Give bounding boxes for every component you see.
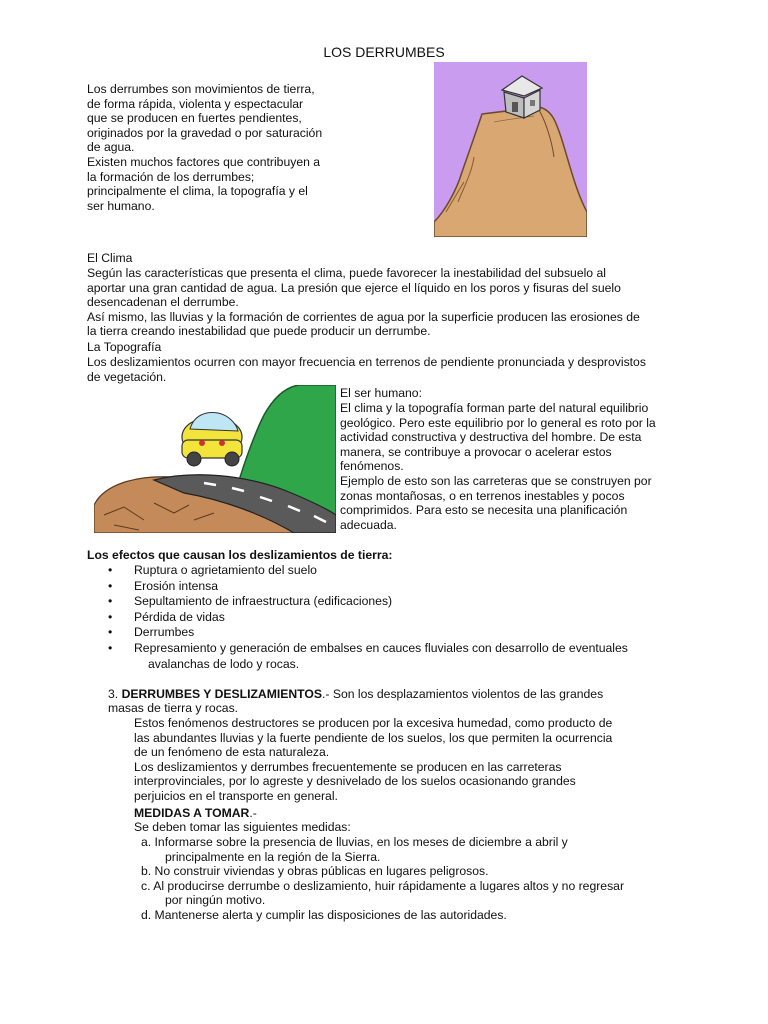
list-item: • Sepultamiento de infraestructura (edificaciones) [108,594,668,610]
list-item: • Represamiento y generación de embalses en cauces fluviales con desarrollo de eventuales avalanchas de lodo y rocas. [108,641,668,672]
intro-paragraph: Los derrumbes son movimientos de tierra, de forma rápida, violenta y espectacular que se producen en fuertes pendientes, originados por la gravedad o por saturación de agua. Existen muchos factores que contribuyen a la formación de los derrumbes; principalmente el clima, la topografía y el ser humano. [87,82,323,213]
list-item: c. Al producirse derrumbe o deslizamiento, huir rápidamente a lugares altos y no regresar por ningún motivo. [141,878,625,908]
medidas-heading: MEDIDAS A TOMAR.- [134,806,257,820]
clima-text: Según las características que presenta el clima, puede favorecer la inestabilidad del subsuelo al aportar una gran cantidad de agua. La presión que ejerce el líquido en los poros y fisuras del suelo desencadenan el derrumbe. Así mismo, las lluvias y la formación de corrientes de agua por la superficie producen las erosiones de la tierra creando inestabilidad que puede producir un derrumbe. [87,266,640,339]
list-item: • Pérdida de vidas [108,610,668,626]
medidas-intro: Se deben tomar las siguientes medidas: [134,820,351,834]
section3-title: 3. DERRUMBES Y DESLIZAMIENTOS.- Son los desplazamientos violentos de las grandes [108,687,604,701]
section3-line2: masas de tierra y rocas. [108,701,239,715]
humano-text: El clima y la topografía forman parte del natural equilibrio geológico. Pero este equilibrio por lo general es roto por la actividad constructiva y destructiva del hombre. De esta manera, se contribuye a provocar o acelerar estos fenómenos. Ejemplo de esto son las carreteras que se construyen por zonas montañosas, o en terrenos inestables y pocos comprimidos. Para esto se necesita una planificación adecuada. [340,401,656,532]
list-item: • Derrumbes [108,625,668,641]
list-item: d. Mantenerse alerta y cumplir las disposiciones de las autoridades. [141,907,507,922]
list-item: • Ruptura o agrietamiento del suelo [108,563,668,579]
list-item: a. Informarse sobre la presencia de lluvias, en los meses de diciembre a abril y principalmente en la región de la Sierra. [141,835,568,864]
list-item: • Erosión intensa [108,579,668,595]
topografia-text: Los deslizamientos ocurren con mayor frecuencia en terrenos de pendiente pronunciada y desprovistos de vegetación. [87,355,646,384]
cliff-house-illustration [434,62,587,237]
page-title: LOS DERRUMBES [323,44,445,60]
car-icon [182,413,242,466]
mountain-road-car-illustration [94,385,336,533]
topografia-heading: La Topografía [87,340,162,354]
clima-heading: El Clima [87,251,133,265]
humano-heading: El ser humano: [340,386,422,400]
section3-body: Estos fenómenos destructores se producen por la excesiva humedad, como producto de las abundantes lluvias y la fuerte pendiente de los suelos, los que permiten la ocurrencia de un fenómeno de esta naturaleza. Los deslizamientos y derrumbes frecuentemente se producen en las carreteras interprovinciales, por lo agreste y desnivelado de los suelos ocasionando grandes perjuicios en el transporte en general. [134,716,613,803]
efectos-heading: Los efectos que causan los deslizamientos de tierra: [87,548,393,562]
list-item: b. No construir viviendas y obras públicas en lugares peligrosos. [141,864,489,879]
medidas-list [141,835,661,923]
efectos-list [108,563,668,672]
